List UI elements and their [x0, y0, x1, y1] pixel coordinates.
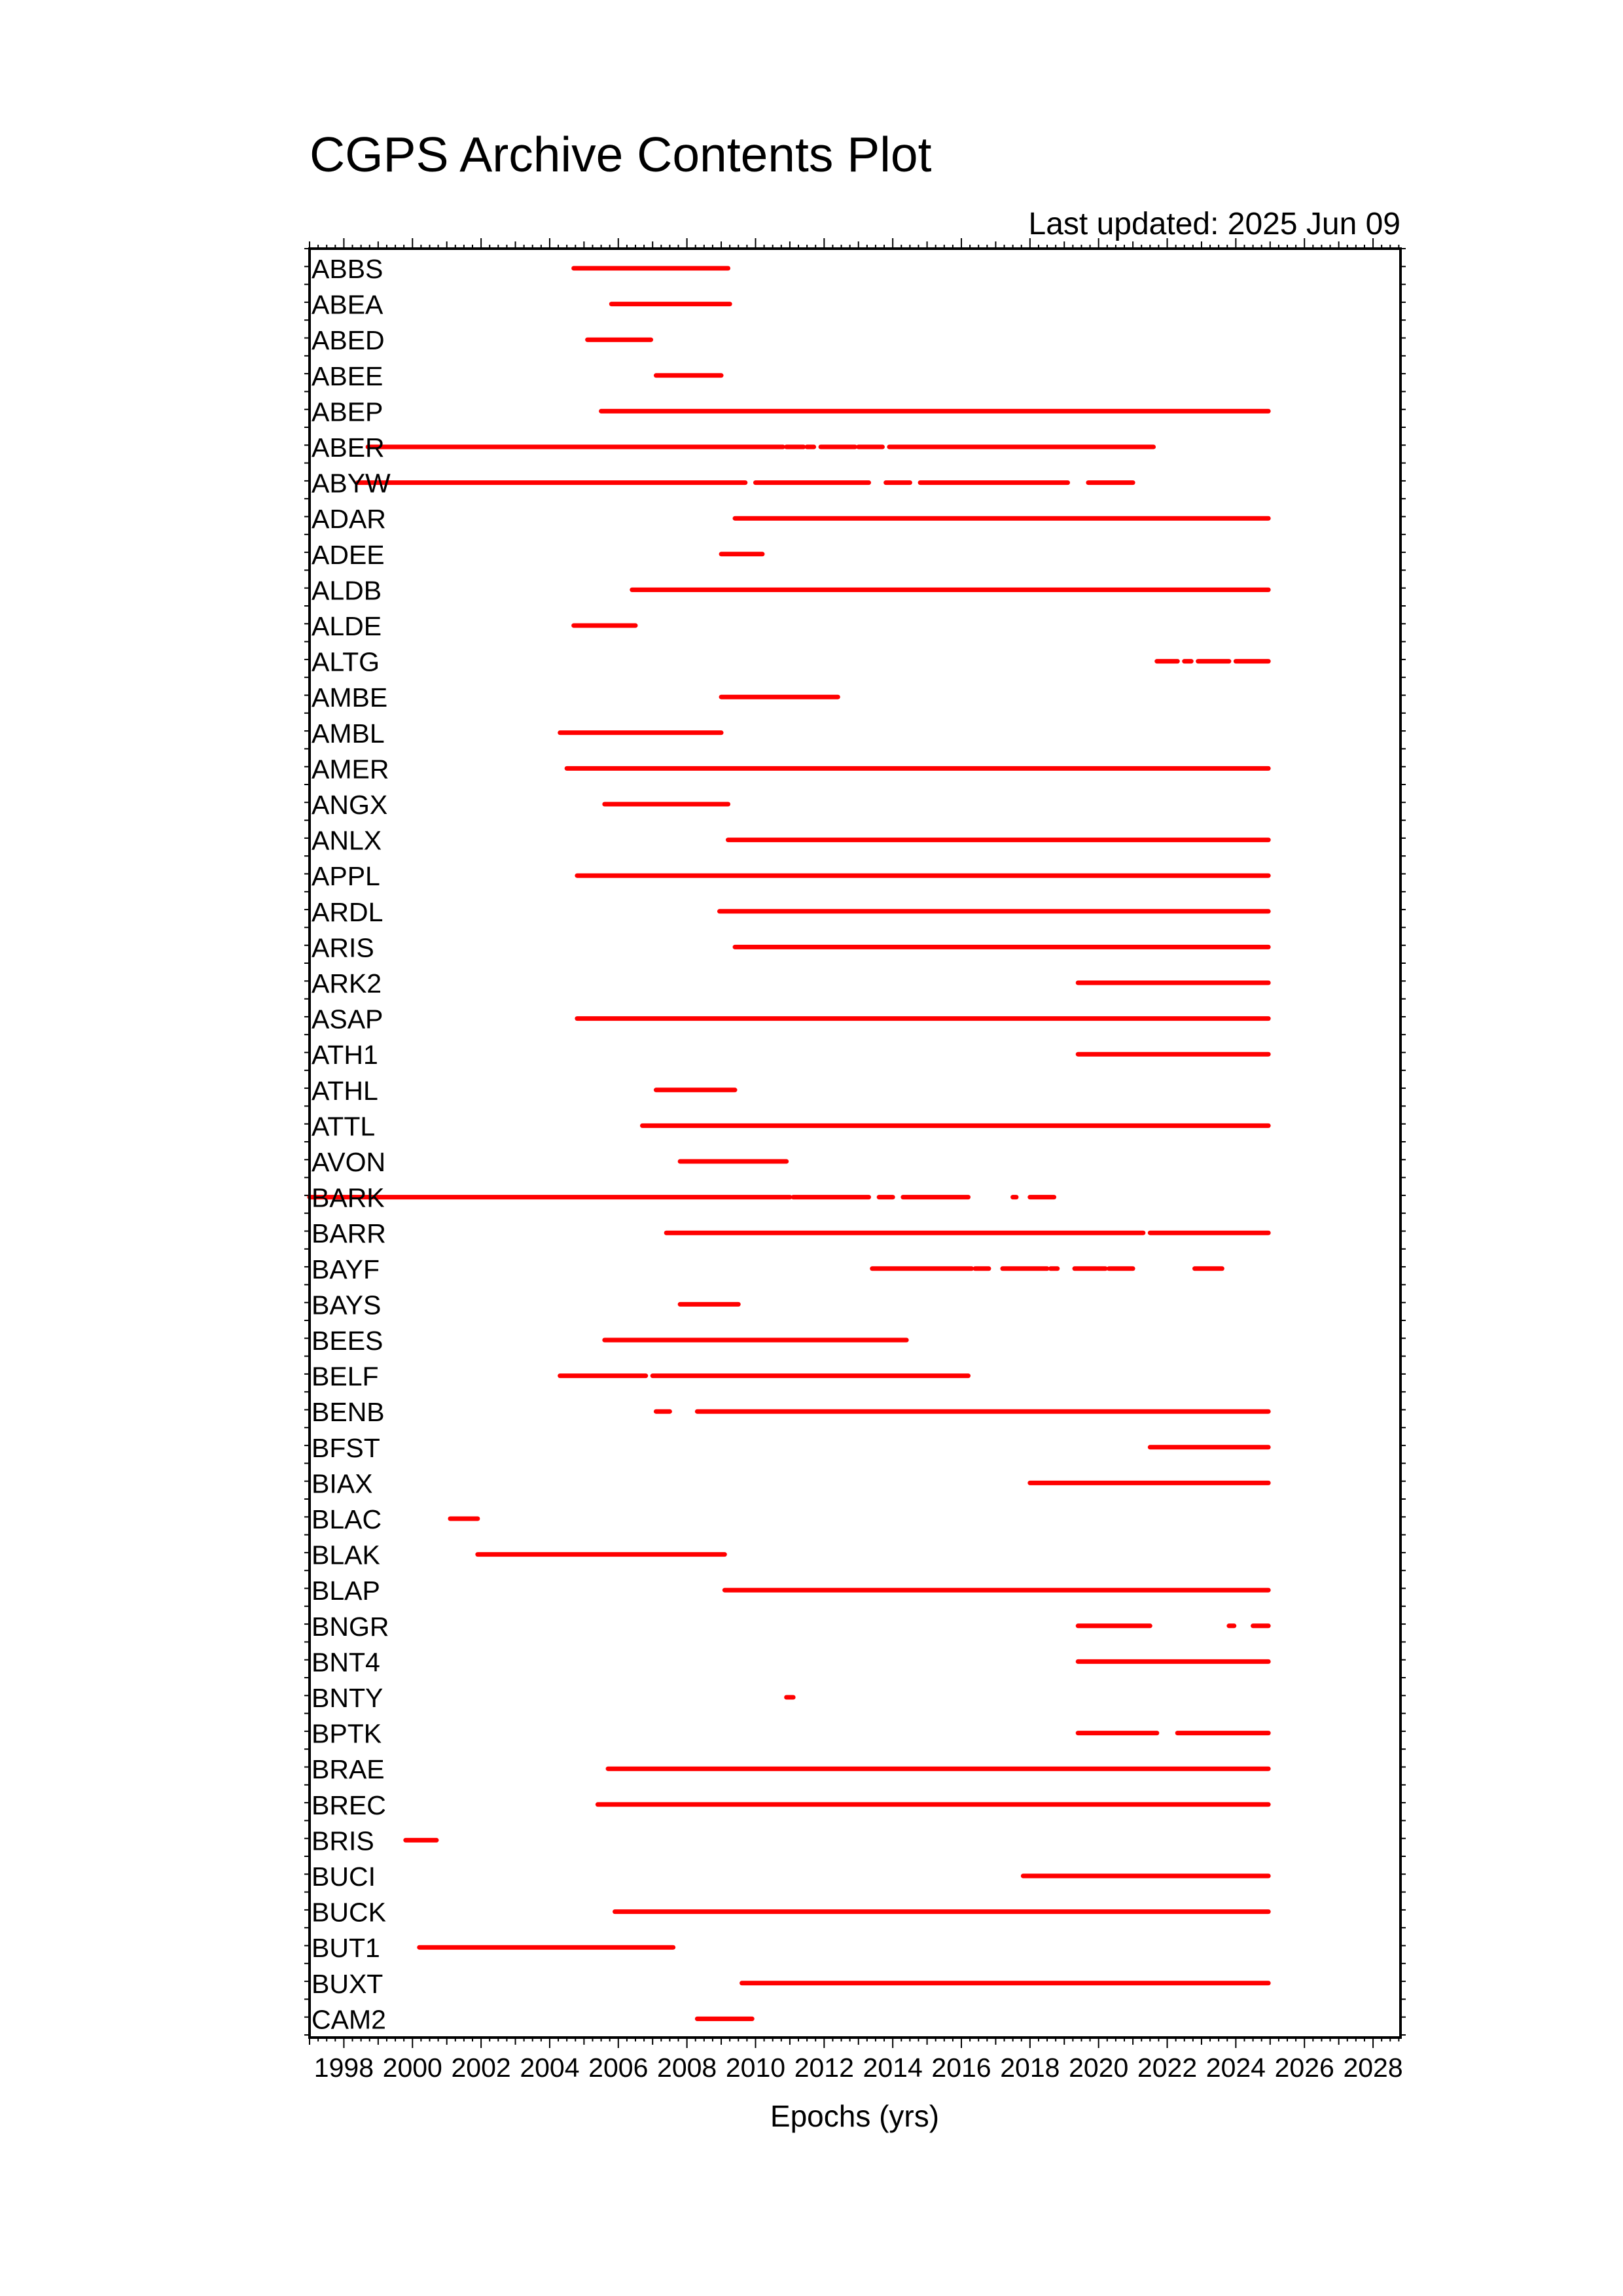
station-label: ATTL [312, 1111, 376, 1142]
x-tick-label: 2026 [1274, 2053, 1334, 2083]
station-label: ALDB [312, 575, 382, 606]
station-label: ANGX [312, 790, 388, 820]
station-label: BNTY [312, 1683, 383, 1713]
x-tick-label: 2018 [1000, 2053, 1060, 2083]
station-label: ABBS [312, 254, 383, 284]
station-label: BLAP [312, 1576, 380, 1606]
last-updated-label: Last updated: 2025 Jun 09 [1028, 207, 1400, 241]
station-label: ABER [312, 433, 385, 463]
x-tick-label: 2014 [863, 2053, 923, 2083]
station-label: BAYS [312, 1290, 382, 1320]
station-label: BIAX [312, 1468, 373, 1499]
station-label: BLAK [312, 1540, 380, 1570]
station-labels [312, 254, 391, 2034]
station-label: BAYF [312, 1254, 380, 1284]
station-label: BPTK [312, 1718, 382, 1749]
station-label: ARDL [312, 896, 383, 927]
station-label: AMER [312, 754, 389, 785]
x-tick-label: 2008 [657, 2053, 717, 2083]
x-tick-label: 2004 [520, 2053, 580, 2083]
station-label: ABEP [312, 397, 383, 427]
x-tick-label: 2024 [1205, 2053, 1266, 2083]
station-label: BUCI [312, 1862, 376, 1892]
x-tick-label: 2010 [725, 2053, 786, 2083]
station-label: ADEE [312, 539, 385, 570]
station-label: BEES [312, 1326, 383, 1356]
station-label: BARR [312, 1218, 386, 1249]
station-label: ARK2 [312, 968, 382, 998]
x-tick-labels [314, 2053, 1403, 2083]
x-tick-label: 2028 [1343, 2053, 1403, 2083]
x-tick-label: 1998 [313, 2053, 374, 2083]
station-label: AVON [312, 1147, 386, 1177]
station-label: ASAP [312, 1004, 383, 1034]
station-label: BRIS [312, 1826, 374, 1856]
x-tick-label: 2000 [382, 2053, 442, 2083]
station-label: AMBL [312, 718, 385, 749]
x-tick-label: 2020 [1069, 2053, 1129, 2083]
station-label: BFST [312, 1432, 380, 1463]
station-label: BNT4 [312, 1647, 380, 1678]
station-label: ATHL [312, 1075, 378, 1106]
station-label: BUT1 [312, 1933, 380, 1964]
station-bars [310, 268, 1268, 2019]
x-tick-label: 2016 [931, 2053, 991, 2083]
station-label: BELF [312, 1361, 379, 1392]
x-tick-label: 2006 [588, 2053, 649, 2083]
station-label: BLAC [312, 1504, 382, 1534]
station-label: ABED [312, 325, 385, 356]
station-label: ARIS [312, 932, 374, 963]
x-axis-label: Epochs (yrs) [770, 2099, 940, 2133]
station-label: ADAR [312, 504, 386, 535]
axis-ticks [304, 238, 1406, 2048]
station-label: BUXT [312, 1968, 383, 1999]
x-tick-label: 2012 [794, 2053, 854, 2083]
station-label: BRAE [312, 1754, 385, 1785]
station-label: ALTG [312, 646, 380, 677]
station-label: BUCK [312, 1897, 386, 1928]
station-label: ABEE [312, 361, 383, 391]
station-label: BNGR [312, 1611, 389, 1642]
station-label: APPL [312, 861, 380, 892]
station-label: ATH1 [312, 1040, 378, 1070]
station-label: CAM2 [312, 2004, 386, 2035]
station-label: ANLX [312, 825, 382, 856]
x-tick-label: 2022 [1137, 2053, 1198, 2083]
chart-title: CGPS Archive Contents Plot [310, 127, 932, 182]
station-label: BREC [312, 1790, 386, 1820]
station-label: ABEA [312, 289, 383, 320]
station-label: BARK [312, 1182, 385, 1213]
x-tick-label: 2002 [451, 2053, 511, 2083]
station-label: BENB [312, 1397, 385, 1428]
station-label: ALDE [312, 611, 382, 641]
station-label: AMBE [312, 682, 388, 713]
station-label: ABYW [312, 468, 391, 499]
